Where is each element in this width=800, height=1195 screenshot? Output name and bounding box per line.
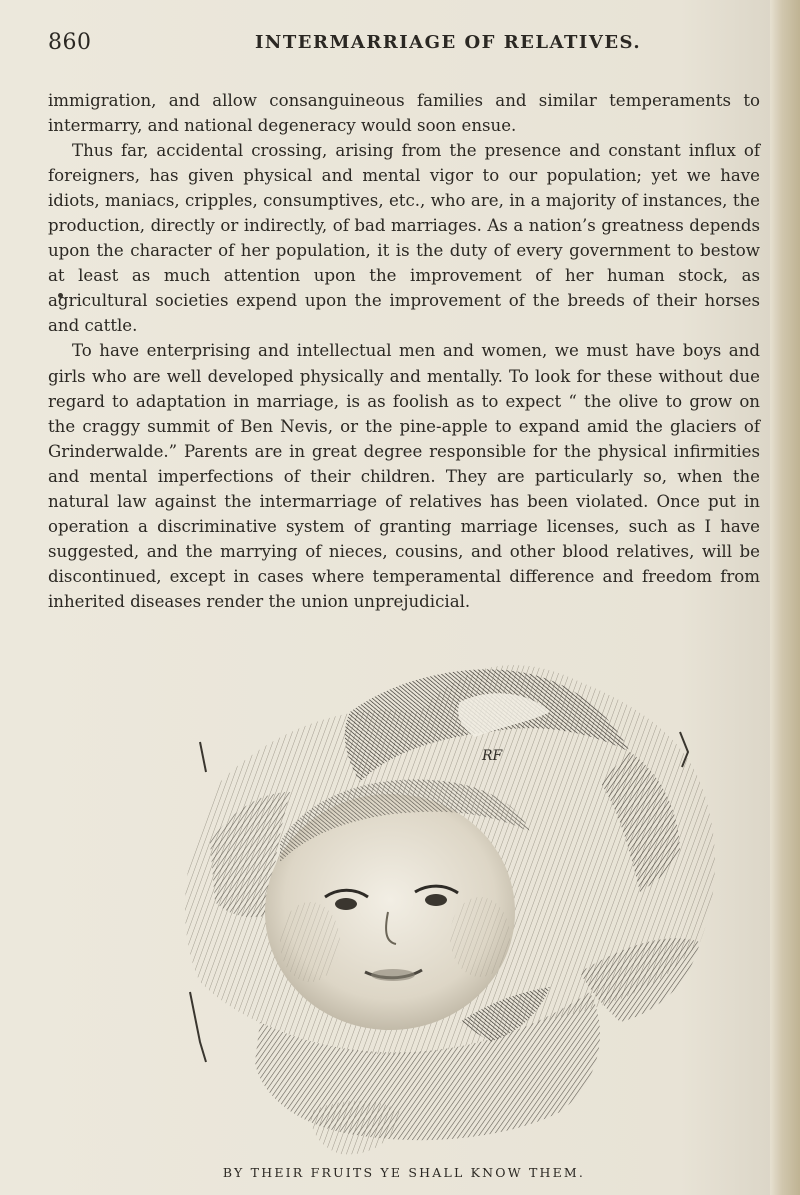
engraving-illustration [160, 642, 760, 1160]
paragraph-3: To have enterprising and intellectual men and women, we must have boys and girls who are well developed physically and mentally. To look for these without due regard to adaptation in marriage, is as foolish as to expect “ the olive to grow on the craggy summit of Ben Nevis, or the pine-apple to expand amid the glaciers of Grinderwalde.” Parents are in great degree responsible for the physical infirmities and mental imperfections of their children. They are particularly so, when the natural law against the intermarriage of relatives has been violated. Once put in operation a discriminative system of granting marriage licenses, such as I have suggested, and the marrying of nieces, cousins, and other blood relatives, will be discontinued, except in cases where temperamental difference and freedom from inherited diseases render the union unprejudicial. [48, 341, 760, 611]
infant-engraving [160, 642, 760, 1160]
page-edge [770, 0, 800, 1195]
page-number: 860 [48, 30, 92, 55]
engraver-signature: RF [482, 748, 503, 764]
paragraph-2: Thus far, accidental crossing, arising from the presence and constant influx of foreigners, has given physical and mental vigor to our population; yet we have idiots, maniacs, cripples, consumptives, etc., who are, in a majority of instances, the production, directly or indirectly, of bad marriages. As a nation’s greatness depends upon the character of her population, it is the duty of every government to bestow at least as much attention upon the improvement of her human stock, as agricultural societies expend upon the improvement of the breeds of their horses and cattle. [48, 141, 760, 336]
paragraph-1: immigration, and allow consanguineous families and similar temperaments to intermarry, and national degeneracy would soon ensue. [48, 91, 760, 136]
figure-caption: BY THEIR FRUITS YE SHALL KNOW THEM. [222, 1165, 586, 1180]
body-text [48, 88, 760, 614]
running-head: INTERMARRIAGE OF RELATIVES. [255, 32, 642, 53]
page-header [48, 30, 760, 58]
